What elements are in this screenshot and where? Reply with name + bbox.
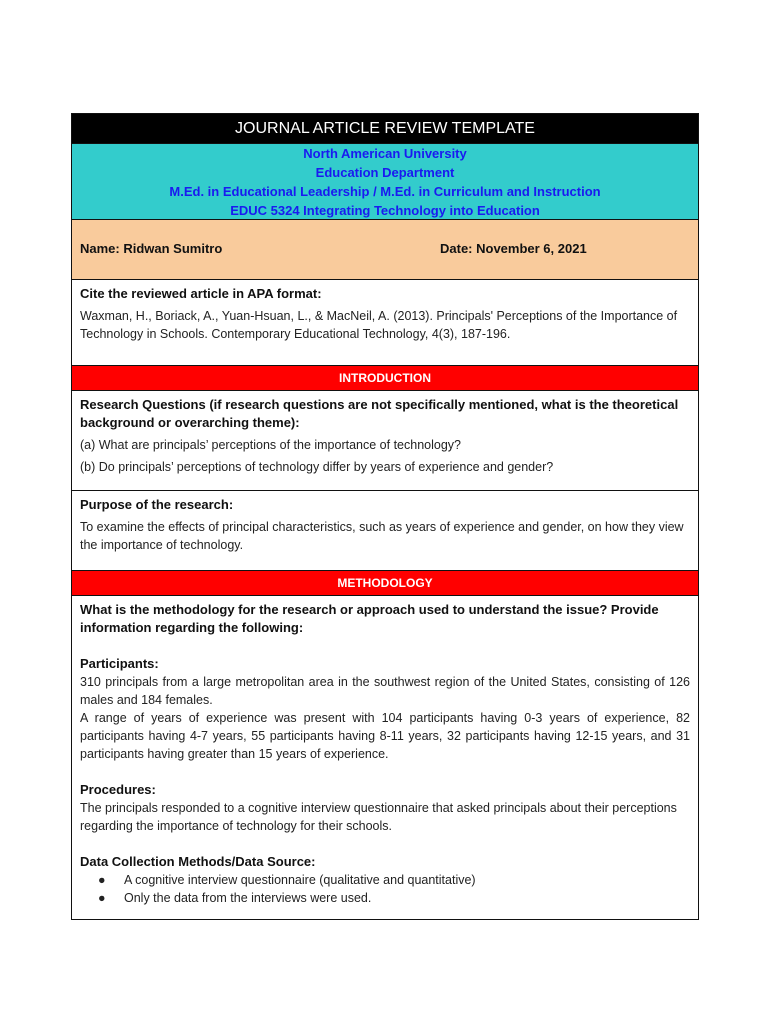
citation-text: Waxman, H., Boriack, A., Yuan-Hsuan, L., & MacNeil, A. (2013). Principals' Perceptions of the Importance of Technology in Schools. Contemporary Educational Technology, 4(3), 187-196. — [80, 309, 678, 341]
purpose-text: To examine the effects of principal characteristics, such as years of experience and gender, on how they view the importance of technology. — [80, 520, 684, 552]
program-name: M.Ed. in Educational Leadership / M.Ed. in Curriculum and Instruction — [169, 184, 601, 199]
citation-cell — [72, 280, 698, 366]
review-date: Date: November 6, 2021 — [440, 241, 587, 256]
course-name: EDUC 5324 Integrating Technology into Education — [230, 203, 540, 218]
data-collection-label: Data Collection Methods/Data Source: — [80, 854, 316, 869]
research-questions-cell — [72, 391, 698, 491]
participants-text-1: 310 principals from a large metropolitan area in the southwest region of the United States, consisting of 126 males and 184 females. — [80, 675, 690, 707]
research-question-a: (a) What are principals’ perceptions of the importance of technology? — [80, 438, 461, 452]
university-name: North American University — [303, 146, 467, 161]
student-name: Name: Ridwan Sumitro — [80, 241, 223, 256]
research-question-b: (b) Do principals’ perceptions of technology differ by years of experience and gender? — [80, 460, 554, 474]
procedures-text: The principals responded to a cognitive interview questionnaire that asked principals about their perceptions regarding the importance of technology for their schools. — [80, 801, 677, 833]
bullet-icon: ● — [98, 873, 106, 887]
methodology-question: What is the methodology for the research or approach used to understand the issue? Provide information regarding the following: — [80, 602, 659, 635]
review-template — [71, 113, 699, 920]
list-item-text: A cognitive interview questionnaire (qualitative and quantitative) — [124, 873, 476, 887]
spacer — [80, 637, 690, 655]
participants-text-2: A range of years of experience was present with 104 participants having 0-3 years of experience, 82 participants having 4-7 years, 55 participants having 8-11 years, 32 participants having 12-15 years, and 31 participants having greater than 15 years of experience. — [80, 711, 690, 761]
department-name: Education Department — [315, 165, 455, 180]
name-date-row — [72, 220, 698, 280]
bullet-icon: ● — [98, 891, 106, 905]
citation-label: Cite the reviewed article in APA format: — [80, 286, 322, 301]
university-header — [72, 144, 698, 220]
section-methodology: METHODOLOGY — [72, 571, 698, 596]
data-collection-list — [80, 871, 690, 907]
spacer — [80, 835, 690, 853]
list-item — [98, 871, 690, 889]
list-item — [98, 889, 690, 907]
list-item-text: Only the data from the interviews were used. — [124, 891, 372, 905]
purpose-cell — [72, 491, 698, 571]
procedures-label: Procedures: — [80, 782, 156, 797]
participants-label: Participants: — [80, 656, 159, 671]
spacer — [80, 763, 690, 781]
research-questions-label: Research Questions (if research questions are not specifically mentioned, what is the theoretical background or overarching theme): — [80, 397, 679, 430]
section-introduction: INTRODUCTION — [72, 366, 698, 391]
purpose-label: Purpose of the research: — [80, 497, 234, 512]
template-title: JOURNAL ARTICLE REVIEW TEMPLATE — [72, 114, 698, 144]
methodology-cell — [72, 596, 698, 919]
